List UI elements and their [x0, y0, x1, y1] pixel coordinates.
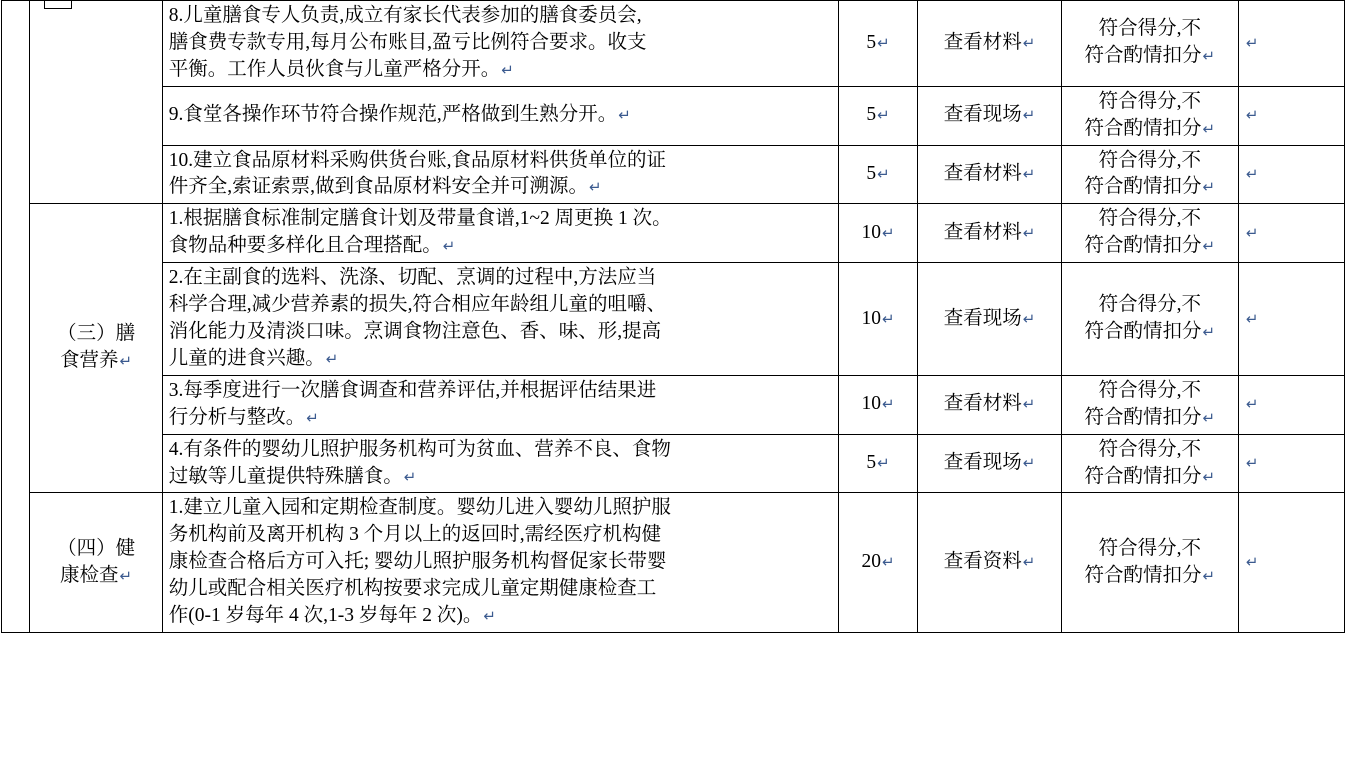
- cell-scoring-rule: [1061, 204, 1238, 263]
- paragraph-mark-icon: ↵: [1022, 395, 1036, 414]
- paragraph-mark-icon: ↵: [1202, 467, 1216, 486]
- rule-line-last: 符合酌情扣分↵: [1084, 45, 1216, 67]
- paragraph-mark-icon: ↵: [1245, 309, 1259, 328]
- cell-scoring-rule: [1061, 375, 1238, 434]
- item-line: 4.有条件的婴幼儿照护服务机构可为贫血、营养不良、食物: [168, 438, 671, 460]
- paragraph-mark-icon: ↵: [881, 309, 895, 328]
- cell-item: [162, 204, 838, 263]
- cell-category-minor: [30, 1, 162, 204]
- item-line: 3.每季度进行一次膳食调查和营养评估,并根据评估结果进: [168, 379, 657, 401]
- paragraph-mark-icon: ↵: [1022, 553, 1036, 572]
- paragraph-mark-icon: ↵: [881, 223, 895, 242]
- cell-item: [162, 145, 838, 204]
- cell-method: 查看现场↵: [918, 86, 1061, 145]
- paragraph-mark-icon: ↵: [1202, 237, 1216, 256]
- cell-category-major: [2, 1, 30, 633]
- item-line: 1.建立儿童入园和定期检查制度。婴幼儿进入婴幼儿照护服: [168, 497, 671, 519]
- cell-method: 查看材料↵: [918, 1, 1061, 87]
- paragraph-mark-icon: ↵: [1022, 106, 1036, 125]
- paragraph-mark-icon: ↵: [325, 349, 339, 368]
- cell-score: 5↵: [838, 86, 918, 145]
- cell-note: [1238, 145, 1344, 204]
- item-line: 膳食费专款专用,每月公布账目,盈亏比例符合要求。收支: [168, 31, 647, 53]
- paragraph-mark-icon: ↵: [877, 164, 890, 183]
- paragraph-mark-icon: ↵: [501, 60, 514, 79]
- cell-category-minor-jiankang-jiancha: [30, 493, 162, 633]
- paragraph-mark-icon: ↵: [877, 106, 890, 125]
- cell-note: [1238, 263, 1344, 376]
- item-line-last: 行分析与整改。↵: [168, 406, 319, 428]
- paragraph-mark-icon: ↵: [1202, 566, 1216, 585]
- cell-category-minor-shanshi-yingyang: [30, 204, 162, 493]
- paragraph-mark-icon: ↵: [119, 566, 133, 585]
- cell-note: [1238, 375, 1344, 434]
- category-line-last: 食营养↵: [60, 350, 133, 372]
- item-line: 消化能力及清淡口味。烹调食物注意色、香、味、形,提高: [168, 320, 662, 342]
- paragraph-mark-icon: ↵: [1202, 47, 1216, 66]
- paragraph-mark-icon: ↵: [1202, 408, 1216, 427]
- paragraph-mark-icon: ↵: [119, 352, 133, 371]
- rule-line: 符合得分,不: [1098, 149, 1201, 171]
- rule-line-last: 符合酌情扣分↵: [1084, 564, 1216, 586]
- paragraph-mark-icon: ↵: [1245, 164, 1259, 183]
- table-row: [2, 204, 1345, 263]
- item-line-last: 作(0-1 岁每年 4 次,1-3 岁每年 2 次)。↵: [168, 605, 496, 627]
- item-line: 幼儿或配合相关医疗机构按要求完成儿童定期健康检查工: [168, 578, 657, 600]
- rule-line-last: 符合酌情扣分↵: [1084, 117, 1216, 139]
- paragraph-mark-icon: ↵: [1202, 178, 1216, 197]
- paragraph-mark-icon: ↵: [881, 395, 895, 414]
- cell-method: 查看现场↵: [918, 263, 1061, 376]
- table-row: [2, 1, 1345, 87]
- rule-line: 符合得分,不: [1098, 537, 1201, 559]
- table-row: [2, 434, 1345, 493]
- rule-line-last: 符合酌情扣分↵: [1084, 465, 1216, 487]
- item-line-last: 9.食堂各操作环节符合操作规范,严格做到生熟分开。↵: [168, 104, 631, 126]
- paragraph-mark-icon: ↵: [1245, 33, 1259, 52]
- cell-note: [1238, 86, 1344, 145]
- paragraph-mark-icon: ↵: [1245, 106, 1259, 125]
- paragraph-mark-icon: ↵: [1202, 322, 1216, 341]
- paragraph-mark-icon: ↵: [1022, 33, 1036, 52]
- rule-line-last: 符合酌情扣分↵: [1084, 235, 1216, 257]
- paragraph-mark-icon: ↵: [306, 408, 319, 427]
- item-line: 8.儿童膳食专人负责,成立有家长代表参加的膳食委员会,: [168, 5, 642, 26]
- item-line: 务机构前及离开机构 3 个月以上的返回时,需经医疗机构健: [168, 524, 662, 546]
- item-line: 1.根据膳食标准制定膳食计划及带量食谱,1~2 周更换 1 次。: [168, 208, 672, 230]
- cell-score: 5↵: [838, 434, 918, 493]
- paragraph-mark-icon: ↵: [442, 237, 456, 256]
- cell-score: 5↵: [838, 1, 918, 87]
- rule-line: 符合得分,不: [1098, 379, 1201, 401]
- cell-score: 5↵: [838, 145, 918, 204]
- cell-note: [1238, 1, 1344, 87]
- cell-method: 查看材料↵: [918, 145, 1061, 204]
- paragraph-mark-icon: ↵: [1245, 395, 1259, 414]
- cell-scoring-rule: [1061, 493, 1238, 633]
- table-row: [2, 493, 1345, 633]
- cell-score: 10↵: [838, 375, 918, 434]
- cell-method: 查看材料↵: [918, 204, 1061, 263]
- paragraph-mark-icon: ↵: [1245, 223, 1259, 242]
- paragraph-mark-icon: ↵: [1022, 223, 1036, 242]
- paragraph-mark-icon: ↵: [1245, 553, 1259, 572]
- table-top-left-stub: [44, 0, 72, 9]
- cell-scoring-rule: [1061, 434, 1238, 493]
- item-line-last: 食物品种要多样化且合理搭配。↵: [168, 235, 456, 257]
- item-line: 科学合理,减少营养素的损失,符合相应年龄组儿童的咀嚼、: [168, 294, 667, 316]
- cell-method: 查看资料↵: [918, 493, 1061, 633]
- cell-note: [1238, 434, 1344, 493]
- rule-line: 符合得分,不: [1098, 208, 1201, 230]
- table-row: [2, 263, 1345, 376]
- rule-line-last: 符合酌情扣分↵: [1084, 176, 1216, 198]
- cell-method: 查看现场↵: [918, 434, 1061, 493]
- item-line-last: 平衡。工作人员伙食与儿童严格分开。↵: [168, 58, 514, 80]
- paragraph-mark-icon: ↵: [618, 106, 631, 125]
- table-row: [2, 375, 1345, 434]
- item-line: 康检查合格后方可入托; 婴幼儿照护服务机构督促家长带婴: [168, 551, 667, 573]
- paragraph-mark-icon: ↵: [877, 454, 890, 473]
- cell-item: [162, 434, 838, 493]
- cell-scoring-rule: [1061, 145, 1238, 204]
- cell-item: [162, 263, 838, 376]
- cell-item: [162, 1, 838, 87]
- cell-note: [1238, 204, 1344, 263]
- cell-scoring-rule: [1061, 86, 1238, 145]
- table-row: [2, 145, 1345, 204]
- rule-line: 符合得分,不: [1098, 294, 1201, 316]
- paragraph-mark-icon: ↵: [1245, 454, 1259, 473]
- paragraph-mark-icon: ↵: [877, 33, 890, 52]
- rule-line: 符合得分,不: [1098, 18, 1201, 40]
- rule-line: 符合得分,不: [1098, 90, 1201, 112]
- paragraph-mark-icon: ↵: [483, 607, 496, 626]
- item-line: 10.建立食品原材料采购供货台账,食品原材料供货单位的证: [168, 149, 667, 171]
- cell-method: 查看材料↵: [918, 375, 1061, 434]
- paragraph-mark-icon: ↵: [403, 467, 417, 486]
- rule-line-last: 符合酌情扣分↵: [1084, 406, 1216, 428]
- cell-item: [162, 86, 838, 145]
- cell-item: [162, 375, 838, 434]
- cell-score: 20↵: [838, 493, 918, 633]
- category-line: （三）膳: [57, 323, 136, 345]
- category-line: （四）健: [57, 537, 136, 559]
- cell-scoring-rule: [1061, 263, 1238, 376]
- rule-line: 符合得分,不: [1098, 438, 1201, 460]
- item-line-last: 件齐全,索证索票,做到食品原材料安全并可溯源。↵: [168, 176, 602, 198]
- cell-score: 10↵: [838, 263, 918, 376]
- table-row: [2, 86, 1345, 145]
- cell-item: [162, 493, 838, 633]
- paragraph-mark-icon: ↵: [1202, 119, 1216, 138]
- item-line: 2.在主副食的选料、洗涤、切配、烹调的过程中,方法应当: [168, 267, 657, 289]
- item-line-last: 儿童的进食兴趣。↵: [168, 347, 339, 369]
- paragraph-mark-icon: ↵: [1022, 309, 1036, 328]
- cell-scoring-rule: [1061, 1, 1238, 87]
- item-line-last: 过敏等儿童提供特殊膳食。↵: [168, 465, 417, 487]
- paragraph-mark-icon: ↵: [1022, 454, 1036, 473]
- cell-note: [1238, 493, 1344, 633]
- paragraph-mark-icon: ↵: [589, 178, 602, 197]
- cell-score: 10↵: [838, 204, 918, 263]
- category-line-last: 康检查↵: [60, 564, 133, 586]
- evaluation-criteria-table: [1, 0, 1345, 633]
- paragraph-mark-icon: ↵: [1022, 164, 1036, 183]
- paragraph-mark-icon: ↵: [881, 553, 895, 572]
- rule-line-last: 符合酌情扣分↵: [1084, 320, 1216, 342]
